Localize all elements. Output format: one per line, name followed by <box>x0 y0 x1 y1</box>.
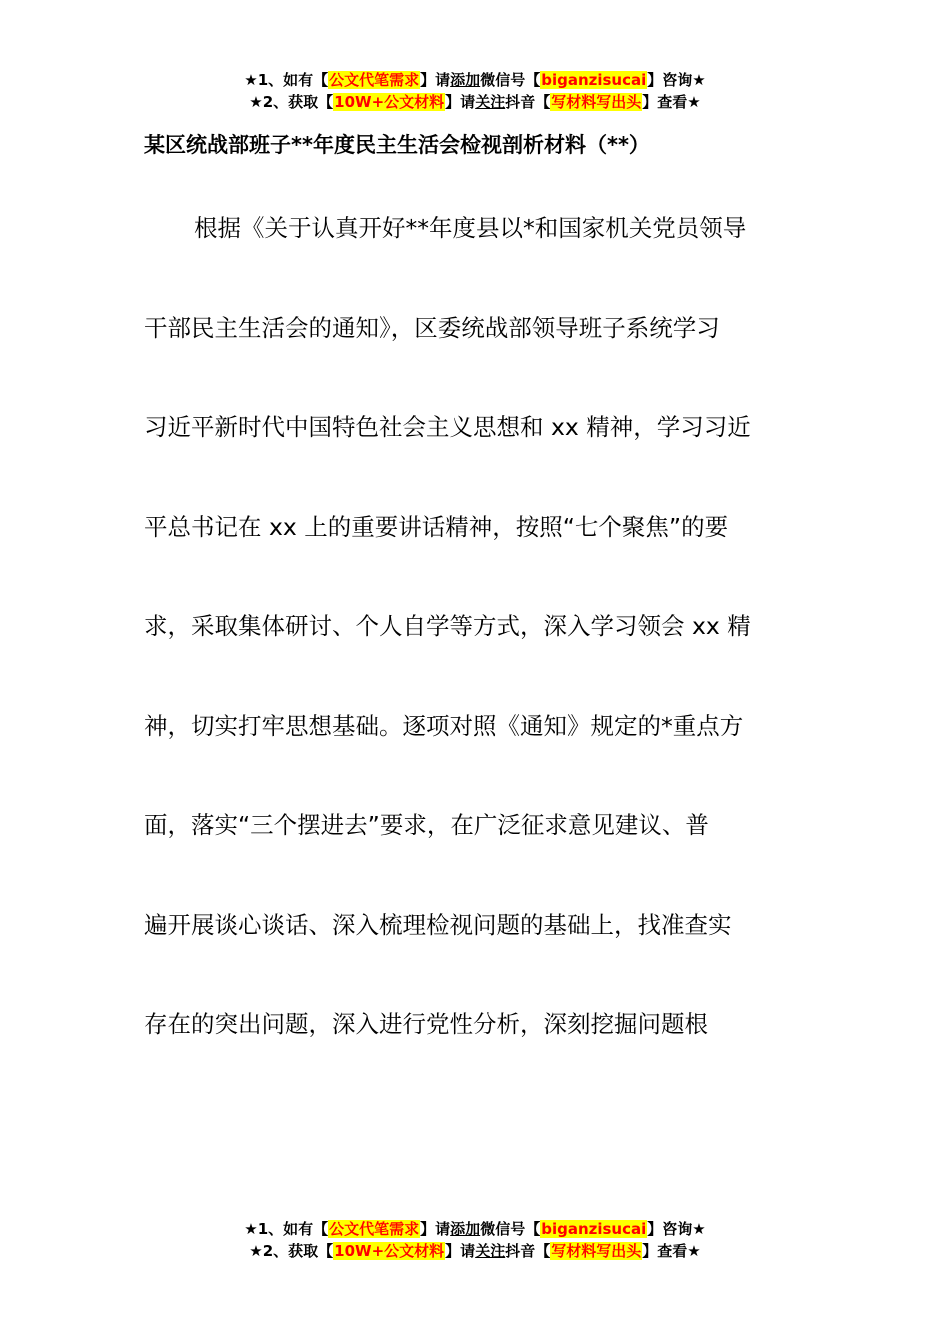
paragraph-line: 干部民主生活会的通知》，区委统战部领导班子系统学习 <box>144 314 720 342</box>
document-title: 某区统战部班子**年度民主生活会检视剖析材料（**） <box>144 133 650 157</box>
highlight-materials: 10W+公文材料 <box>334 1242 445 1260</box>
bottom-banner <box>0 1218 950 1262</box>
banner-text: 】查看 <box>642 93 688 111</box>
banner-line-1 <box>0 1218 950 1240</box>
star-icon: ★ <box>244 71 258 89</box>
highlight-service: 公文代笔需求 <box>329 71 420 89</box>
paragraph-line: 面，落实“三个摆进去”要求，在广泛征求意见建议、普 <box>144 811 709 839</box>
star-icon: ★ <box>692 71 706 89</box>
paragraph-line: 平总书记在 xx 上的重要讲话精神，按照“七个聚焦”的要 <box>144 513 729 541</box>
highlight-service: 公文代笔需求 <box>329 1220 420 1238</box>
banner-text: 】咨询 <box>647 71 693 89</box>
paragraph-line: 神，切实打牢思想基础。逐项对照《通知》规定的*重点方 <box>144 712 744 740</box>
star-icon: ★ <box>687 1242 701 1260</box>
paragraph-line: 存在的突出问题，深入进行党性分析，深刻挖掘问题根 <box>144 1010 708 1038</box>
underlined-text: 添加 <box>450 1220 481 1238</box>
highlight-wechat-id: biganzisucai <box>541 71 647 89</box>
banner-text: 1、如有【 <box>257 1220 329 1238</box>
banner-text: 】请 <box>445 93 476 111</box>
banner-line-2 <box>0 1240 950 1262</box>
paragraph-line: 求，采取集体研讨、个人自学等方式，深入学习领会 xx 精 <box>144 612 751 640</box>
banner-text: 】咨询 <box>647 1220 693 1238</box>
banner-text: 】查看 <box>642 1242 688 1260</box>
banner-text: 2、获取【 <box>262 93 334 111</box>
underlined-text: 关注 <box>475 1242 506 1260</box>
paragraph-line: 遍开展谈心谈话、深入梳理检视问题的基础上，找准查实 <box>144 911 732 939</box>
paragraph-line: 根据《关于认真开好**年度县以*和国家机关党员领导 <box>194 214 747 242</box>
banner-text: 微信号【 <box>480 71 541 89</box>
highlight-douyin-account: 写材料写出头 <box>551 1242 642 1260</box>
underlined-text: 关注 <box>475 93 506 111</box>
banner-text: 】请 <box>420 71 451 89</box>
banner-line-2 <box>0 91 950 113</box>
star-icon: ★ <box>249 1242 263 1260</box>
highlight-douyin-account: 写材料写出头 <box>551 93 642 111</box>
banner-line-1 <box>0 69 950 91</box>
highlight-materials: 10W+公文材料 <box>334 93 445 111</box>
highlight-wechat-id: biganzisucai <box>541 1220 647 1238</box>
star-icon: ★ <box>249 93 263 111</box>
banner-text: 抖音【 <box>505 93 551 111</box>
paragraph-line: 习近平新时代中国特色社会主义思想和 xx 精神，学习习近 <box>144 413 751 441</box>
star-icon: ★ <box>244 1220 258 1238</box>
star-icon: ★ <box>687 93 701 111</box>
top-banner <box>0 69 950 113</box>
banner-text: 微信号【 <box>480 1220 541 1238</box>
banner-text: 1、如有【 <box>257 71 329 89</box>
star-icon: ★ <box>692 1220 706 1238</box>
banner-text: 抖音【 <box>505 1242 551 1260</box>
banner-text: 2、获取【 <box>262 1242 334 1260</box>
underlined-text: 添加 <box>450 71 481 89</box>
banner-text: 】请 <box>420 1220 451 1238</box>
banner-text: 】请 <box>445 1242 476 1260</box>
